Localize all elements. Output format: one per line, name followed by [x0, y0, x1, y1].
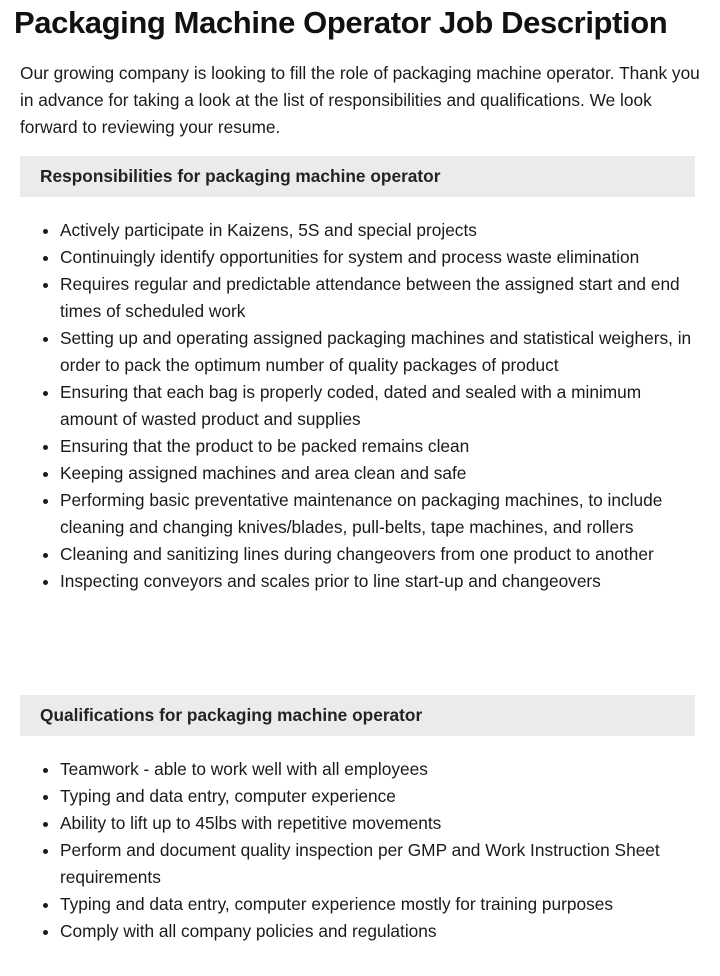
- list-item: • Continuingly identify opportunities for system and process waste elimination: [60, 244, 692, 271]
- responsibilities-list: [20, 217, 692, 595]
- list-item: • Perform and document quality inspection per GMP and Work Instruction Sheet requirements: [60, 837, 692, 891]
- list-item: • Typing and data entry, computer experience: [60, 783, 692, 810]
- page-title: Packaging Machine Operator Job Description: [14, 5, 668, 40]
- list-item: • Actively participate in Kaizens, 5S and special projects: [60, 217, 692, 244]
- list-item: • Cleaning and sanitizing lines during changeovers from one product to another: [60, 541, 692, 568]
- list-item: • Ensuring that the product to be packed remains clean: [60, 433, 692, 460]
- qualifications-heading: Qualifications for packaging machine operator: [20, 695, 695, 736]
- list-item: • Requires regular and predictable attendance between the assigned start and end times of scheduled work: [60, 271, 692, 325]
- list-item: • Inspecting conveyors and scales prior to line start-up and changeovers: [60, 568, 692, 595]
- responsibilities-heading: Responsibilities for packaging machine operator: [20, 156, 695, 197]
- list-item: • Teamwork - able to work well with all employees: [60, 756, 692, 783]
- list-item: • Ensuring that each bag is properly coded, dated and sealed with a minimum amount of wasted product and supplies: [60, 379, 692, 433]
- list-item: • Typing and data entry, computer experience mostly for training purposes: [60, 891, 692, 918]
- list-item: • Keeping assigned machines and area clean and safe: [60, 460, 692, 487]
- qualifications-list: [20, 756, 692, 945]
- list-item: • Setting up and operating assigned packaging machines and statistical weighers, in order to pack the optimum number of quality packages of product: [60, 325, 692, 379]
- list-item: • Comply with all company policies and regulations: [60, 918, 692, 945]
- list-item: • Performing basic preventative maintenance on packaging machines, to include cleaning and changing knives/blades, pull-belts, tape machines, and rollers: [60, 487, 692, 541]
- intro-paragraph: Our growing company is looking to fill the role of packaging machine operator. Thank you in advance for taking a look at the list of responsibilities and qualifications. We look forward to reviewing your resume.: [20, 63, 700, 137]
- list-item: • Ability to lift up to 45lbs with repetitive movements: [60, 810, 692, 837]
